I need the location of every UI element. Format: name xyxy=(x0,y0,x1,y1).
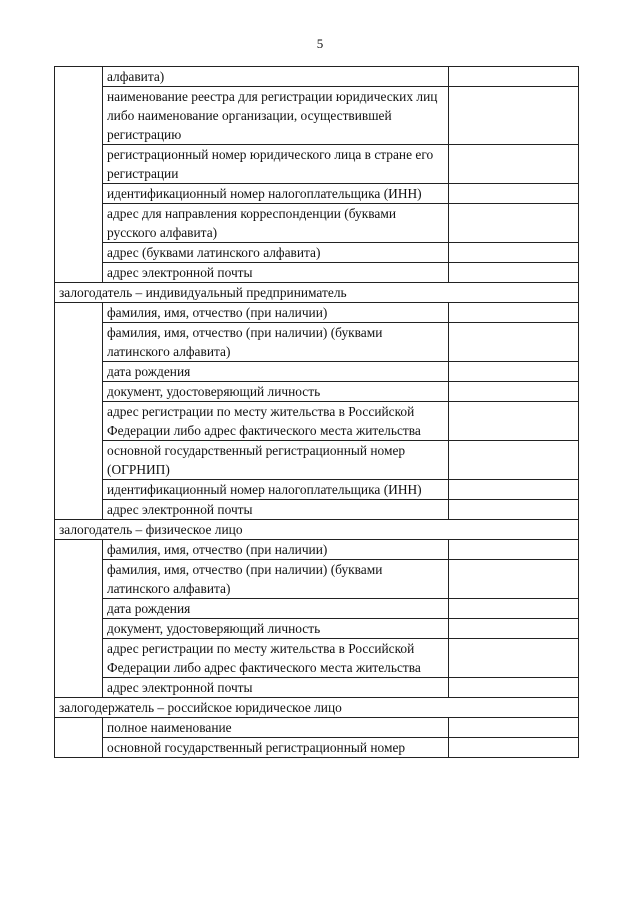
field-label: основной государственный регистрационный номер xyxy=(103,738,449,758)
field-value xyxy=(449,619,579,639)
field-row xyxy=(55,540,579,560)
indent-cell xyxy=(55,619,103,639)
field-row xyxy=(55,441,579,480)
indent-cell xyxy=(55,382,103,402)
indent-cell xyxy=(55,184,103,204)
field-row xyxy=(55,738,579,758)
field-label: дата рождения xyxy=(103,362,449,382)
field-value xyxy=(449,145,579,184)
field-label: фамилия, имя, отчество (при наличии) xyxy=(103,303,449,323)
field-value xyxy=(449,738,579,758)
field-value xyxy=(449,599,579,619)
field-label: основной государственный регистрационный номер (ОГРНИП) xyxy=(103,441,449,480)
indent-cell xyxy=(55,599,103,619)
field-value xyxy=(449,382,579,402)
field-label: адрес (буквами латинского алфавита) xyxy=(103,243,449,263)
indent-cell xyxy=(55,678,103,698)
field-label: адрес электронной почты xyxy=(103,678,449,698)
field-label: идентификационный номер налогоплательщика (ИНН) xyxy=(103,480,449,500)
field-row xyxy=(55,303,579,323)
field-value xyxy=(449,87,579,145)
indent-cell xyxy=(55,441,103,480)
section-heading: залогодержатель – российское юридическое лицо xyxy=(55,698,579,718)
field-label: адрес электронной почты xyxy=(103,500,449,520)
indent-cell xyxy=(55,362,103,382)
field-value xyxy=(449,263,579,283)
section-row xyxy=(55,520,579,540)
indent-cell xyxy=(55,402,103,441)
field-row xyxy=(55,480,579,500)
indent-cell xyxy=(55,87,103,145)
indent-cell xyxy=(55,560,103,599)
field-value xyxy=(449,402,579,441)
field-value xyxy=(449,67,579,87)
field-label: дата рождения xyxy=(103,599,449,619)
field-value xyxy=(449,500,579,520)
field-row xyxy=(55,67,579,87)
field-label: адрес регистрации по месту жительства в Российской Федерации либо адрес фактического места жительства xyxy=(103,639,449,678)
indent-cell xyxy=(55,480,103,500)
field-value xyxy=(449,303,579,323)
field-value xyxy=(449,323,579,362)
field-row xyxy=(55,639,579,678)
field-row xyxy=(55,619,579,639)
field-row xyxy=(55,323,579,362)
field-label: документ, удостоверяющий личность xyxy=(103,619,449,639)
indent-cell xyxy=(55,718,103,738)
indent-cell xyxy=(55,145,103,184)
indent-cell xyxy=(55,303,103,323)
field-label: адрес электронной почты xyxy=(103,263,449,283)
field-value xyxy=(449,243,579,263)
field-row xyxy=(55,87,579,145)
field-label: идентификационный номер налогоплательщика (ИНН) xyxy=(103,184,449,204)
field-row xyxy=(55,382,579,402)
field-row xyxy=(55,145,579,184)
field-label: документ, удостоверяющий личность xyxy=(103,382,449,402)
form-table xyxy=(54,66,579,758)
indent-cell xyxy=(55,639,103,678)
indent-cell xyxy=(55,204,103,243)
field-row xyxy=(55,599,579,619)
indent-cell xyxy=(55,540,103,560)
field-label: наименование реестра для регистрации юридических лиц либо наименование организации, осуществившей регистрацию xyxy=(103,87,449,145)
field-value xyxy=(449,560,579,599)
field-row xyxy=(55,718,579,738)
indent-cell xyxy=(55,738,103,758)
field-label: алфавита) xyxy=(103,67,449,87)
field-value xyxy=(449,639,579,678)
field-row xyxy=(55,263,579,283)
field-row xyxy=(55,243,579,263)
section-heading: залогодатель – индивидуальный предприниматель xyxy=(55,283,579,303)
field-value xyxy=(449,480,579,500)
field-row xyxy=(55,678,579,698)
section-heading: залогодатель – физическое лицо xyxy=(55,520,579,540)
page-number: 5 xyxy=(316,36,324,51)
field-row xyxy=(55,204,579,243)
field-label: адрес для направления корреспонденции (буквами русского алфавита) xyxy=(103,204,449,243)
indent-cell xyxy=(55,500,103,520)
field-label: фамилия, имя, отчество (при наличии) xyxy=(103,540,449,560)
field-label: адрес регистрации по месту жительства в Российской Федерации либо адрес фактического места жительства xyxy=(103,402,449,441)
indent-cell xyxy=(55,243,103,263)
field-row xyxy=(55,402,579,441)
field-row xyxy=(55,500,579,520)
field-label: регистрационный номер юридического лица в стране его регистрации xyxy=(103,145,449,184)
section-row xyxy=(55,283,579,303)
field-value xyxy=(449,362,579,382)
field-label: фамилия, имя, отчество (при наличии) (буквами латинского алфавита) xyxy=(103,323,449,362)
field-row xyxy=(55,362,579,382)
field-row xyxy=(55,560,579,599)
field-value xyxy=(449,204,579,243)
field-value xyxy=(449,678,579,698)
section-row xyxy=(55,698,579,718)
field-row xyxy=(55,184,579,204)
field-value xyxy=(449,184,579,204)
field-value xyxy=(449,718,579,738)
indent-cell xyxy=(55,263,103,283)
indent-cell xyxy=(55,323,103,362)
field-value xyxy=(449,441,579,480)
field-label: полное наименование xyxy=(103,718,449,738)
indent-cell xyxy=(55,67,103,87)
field-value xyxy=(449,540,579,560)
field-label: фамилия, имя, отчество (при наличии) (буквами латинского алфавита) xyxy=(103,560,449,599)
